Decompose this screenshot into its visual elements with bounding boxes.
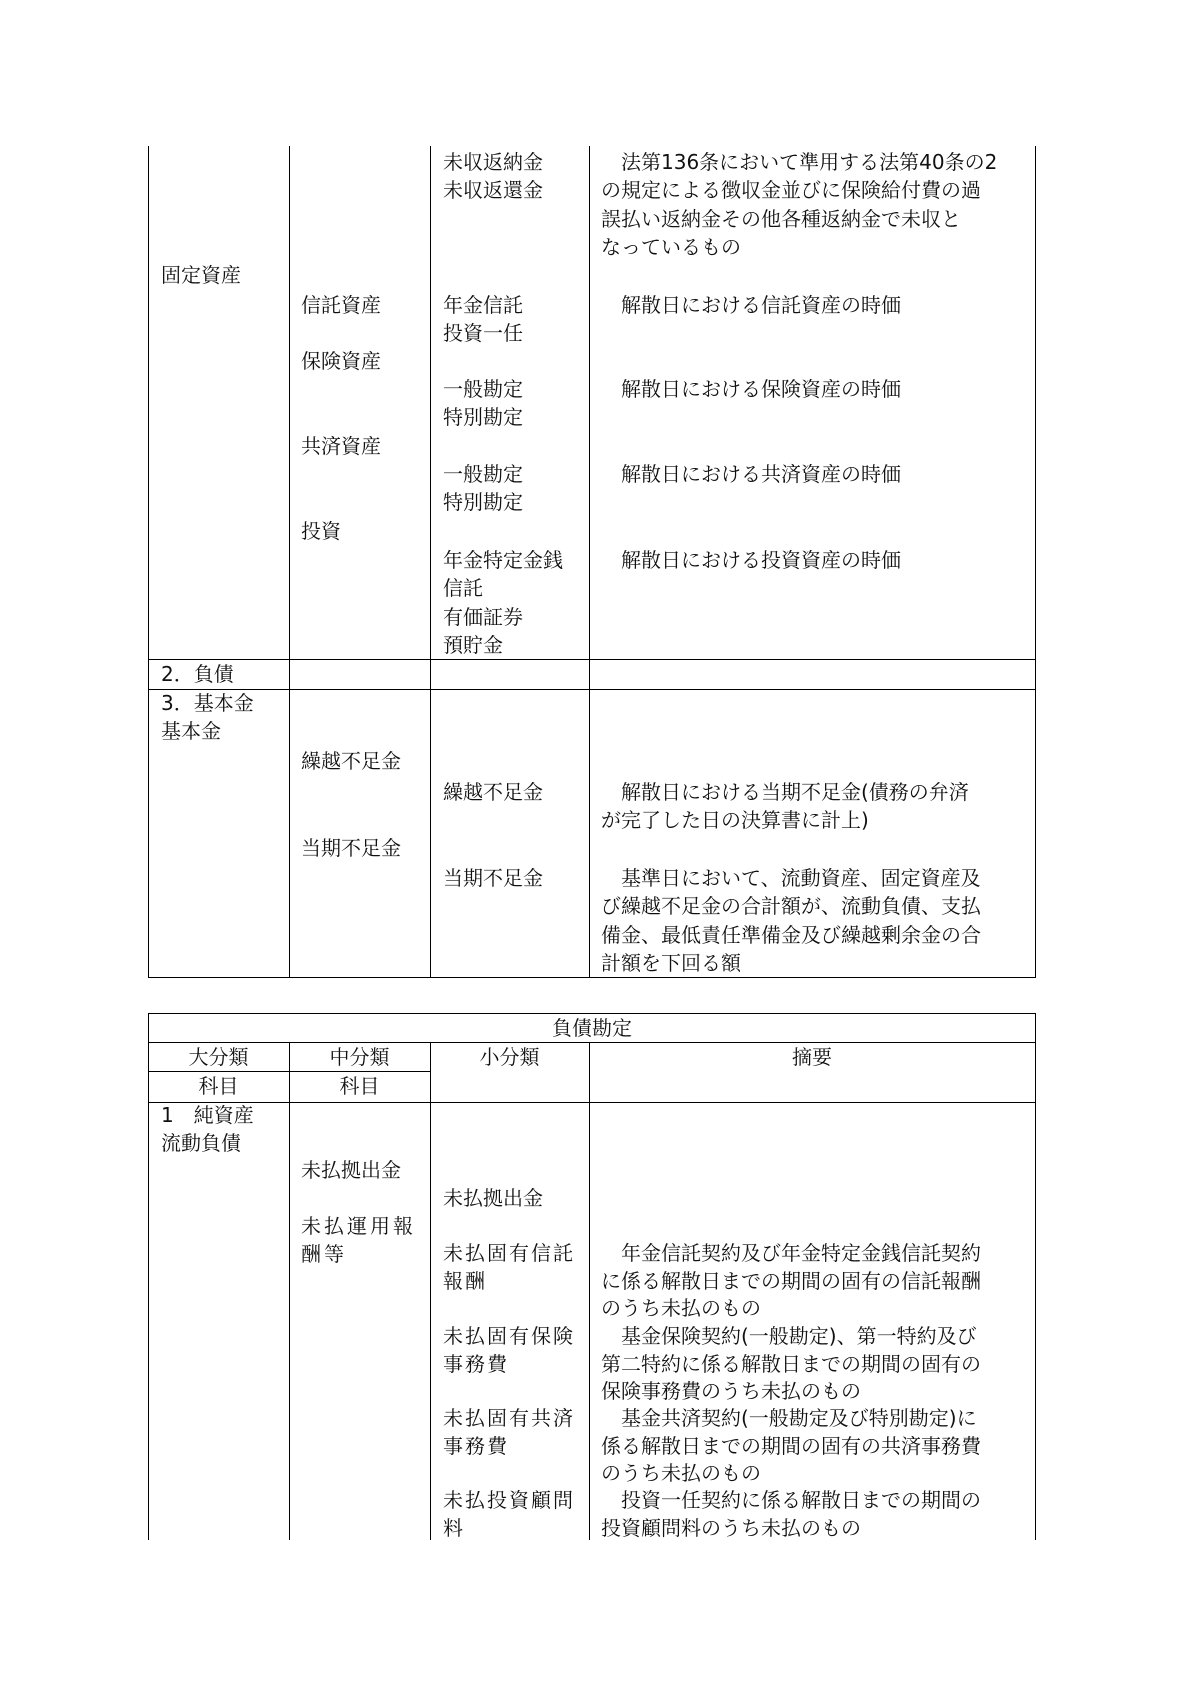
header-account-middle: 科目 [339, 1074, 380, 1098]
desc-investment: 解散日における投資資産の時価 [601, 548, 901, 572]
desc-trust-fee: 年金信託契約及び年金特定金銭信託契約 に係る解散日までの期間の固有の信託報酬 のうち未払のもの [601, 1241, 981, 1320]
minor-insurance: 一般勘定 特別勘定 [443, 377, 523, 430]
table-row-divider [148, 659, 1036, 660]
mid-current-deficit: 当期不足金 [301, 836, 401, 860]
table-row-divider [148, 1102, 1036, 1103]
minor-advisory-fee: 未払投資顧問 料 [443, 1488, 575, 1540]
minor-insurance-fee: 未払固有保険 事務費 [443, 1324, 575, 1376]
mid-investment: 投資 [301, 519, 341, 543]
minor-mutual-fee: 未払固有共済 事務費 [443, 1406, 575, 1458]
table-row-divider [148, 689, 1036, 690]
header-minor: 小分類 [479, 1045, 540, 1069]
mid-carryover-deficit: 繰越不足金 [301, 749, 401, 773]
header-major: 大分類 [188, 1045, 249, 1069]
minor-unpaid-contrib: 未払拠出金 [443, 1186, 543, 1210]
minor-refund: 未収返納金 未収返還金 [443, 150, 543, 203]
table-border [589, 146, 590, 978]
table-border [289, 1042, 290, 1540]
desc-current-deficit: 基準日において、流動資産、固定資産及 び繰越不足金の合計額が、流動負債、支払 備金、最低責任準備金及び繰越剰余金の合 計額を下回る額 [601, 866, 981, 976]
table-border [148, 146, 149, 978]
header-middle: 中分類 [329, 1045, 390, 1069]
desc-refund: 法第136条において準用する法第40条の2 の規定による徴収金並びに保険給付費の過 誤払い返納金その他各種返納金で未収と なっているもの [601, 150, 998, 260]
desc-advisory-fee: 投資一任契約に係る解散日までの期間の 投資顧問料のうち未払のもの [601, 1488, 981, 1540]
desc-insurance: 解散日における保険資産の時価 [601, 377, 901, 401]
minor-mutual: 一般勘定 特別勘定 [443, 462, 523, 515]
minor-carryover-deficit: 繰越不足金 [443, 780, 543, 804]
header-summary: 摘要 [792, 1045, 832, 1069]
table-border [430, 1042, 431, 1540]
major-current-liabilities: 1 純資産 流動負債 [161, 1103, 254, 1155]
table-border [1035, 146, 1036, 978]
table-title: 負債勘定 [552, 1016, 632, 1040]
mid-trust: 信託資産 [301, 293, 381, 317]
desc-mutual: 解散日における共済資産の時価 [601, 462, 901, 486]
mid-unpaid-fees: 未払運用報 酬等 [301, 1214, 416, 1266]
table-border [589, 1042, 590, 1540]
desc-trust: 解散日における信託資産の時価 [601, 293, 901, 317]
table-border [289, 146, 290, 978]
table-border [430, 146, 431, 978]
major-liabilities: 2．負債 [161, 662, 234, 686]
desc-mutual-fee: 基金共済契約(一般勘定及び特別勘定)に 係る解散日までの期間の固有の共済事務費 のうち未払のもの [601, 1406, 981, 1485]
table-border [1035, 1013, 1036, 1540]
header-account-major: 科目 [198, 1074, 239, 1098]
desc-insurance-fee: 基金保険契約(一般勘定)、第一特約及び 第二特約に係る解散日までの期間の固有の 保険事務費のうち未払のもの [601, 1324, 981, 1403]
minor-trust: 年金信託 投資一任 [443, 293, 523, 346]
major-fixed-assets: 固定資産 [161, 263, 241, 287]
desc-carryover-deficit: 解散日における当期不足金(債務の弁済 が完了した日の決算書に計上) [601, 780, 969, 833]
mid-mutual: 共済資産 [301, 434, 381, 458]
mid-unpaid-contrib: 未払拠出金 [301, 1158, 401, 1182]
minor-investment: 年金特定金銭 信託 有価証券 預貯金 [443, 548, 563, 658]
mid-insurance: 保険資産 [301, 349, 381, 373]
major-base-fund: 3．基本金 基本金 [161, 691, 254, 744]
minor-current-deficit: 当期不足金 [443, 866, 543, 890]
minor-trust-fee: 未払固有信託 報酬 [443, 1241, 575, 1293]
